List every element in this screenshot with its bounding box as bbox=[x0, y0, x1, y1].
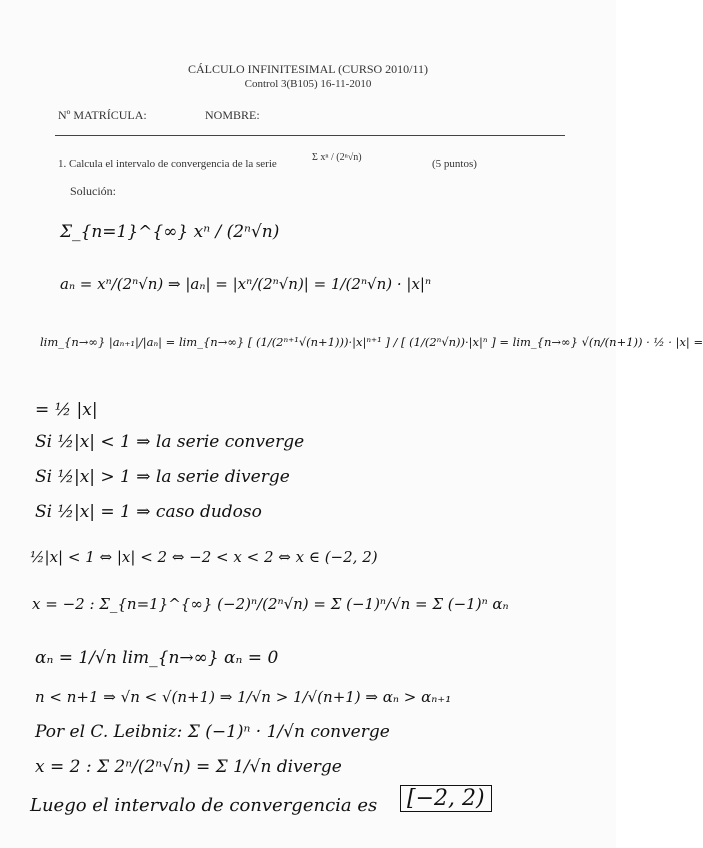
hw-line: Por el C. Leibniz: Σ (−1)ⁿ · 1/√n converge bbox=[35, 722, 390, 742]
hw-line: αₙ = 1/√n lim_{n→∞} αₙ = 0 bbox=[35, 648, 279, 668]
problem-points: (5 puntos) bbox=[432, 158, 477, 170]
hw-line: x = 2 : Σ 2ⁿ/(2ⁿ√n) = Σ 1/√n diverge bbox=[35, 757, 342, 777]
hw-line: Si ½|x| > 1 ⇒ la serie diverge bbox=[35, 467, 290, 487]
hw-line: ½|x| < 1 ⇔ |x| < 2 ⇔ −2 < x < 2 ⇔ x ∈ (−2, 2) bbox=[30, 548, 378, 566]
final-answer-box: [−2, 2) bbox=[400, 785, 492, 812]
nombre-label: NOMBRE: bbox=[205, 108, 260, 122]
hw-line: Σ_{n=1}^{∞} xⁿ / (2ⁿ√n) bbox=[60, 222, 280, 242]
hw-line: Luego el intervalo de convergencia es bbox=[30, 795, 378, 816]
matricula-label: Nº MATRÍCULA: bbox=[58, 108, 147, 122]
hw-line: lim_{n→∞} |aₙ₊₁|/|aₙ| = lim_{n→∞} [ (1/(2ⁿ⁺¹√(n+1)))·|x|ⁿ⁺¹ ] / [ (1/(2ⁿ√n))·|x|ⁿ ] = lim_{n→∞} √(n/(n+1)) · ½ · |x| = bbox=[40, 335, 703, 349]
hw-line: x = −2 : Σ_{n=1}^{∞} (−2)ⁿ/(2ⁿ√n) = Σ (−1)ⁿ/√n = Σ (−1)ⁿ αₙ bbox=[32, 595, 509, 613]
hw-line: n < n+1 ⇒ √n < √(n+1) ⇒ 1/√n > 1/√(n+1) ⇒ αₙ > αₙ₊₁ bbox=[35, 688, 452, 706]
hw-line: Si ½|x| = 1 ⇒ caso dudoso bbox=[35, 502, 262, 522]
hw-line: aₙ = xⁿ/(2ⁿ√n) ⇒ |aₙ| = |xⁿ/(2ⁿ√n)| = 1/(2ⁿ√n) · |x|ⁿ bbox=[60, 275, 432, 293]
solution-label: Solución: bbox=[70, 184, 117, 198]
hw-line: = ½ |x| bbox=[35, 400, 98, 420]
problem-statement: 1. Calcula el intervalo de convergencia de la serie bbox=[58, 158, 277, 170]
exam-title: CÁLCULO INFINITESIMAL (CURSO 2010/11) bbox=[187, 62, 429, 76]
problem-series: Σ xⁿ / (2ⁿ√n) bbox=[312, 152, 362, 163]
exam-subtitle: Control 3(B105) 16-11-2010 bbox=[244, 78, 372, 90]
hw-line: Si ½|x| < 1 ⇒ la serie converge bbox=[35, 432, 305, 452]
header-divider bbox=[55, 135, 565, 136]
